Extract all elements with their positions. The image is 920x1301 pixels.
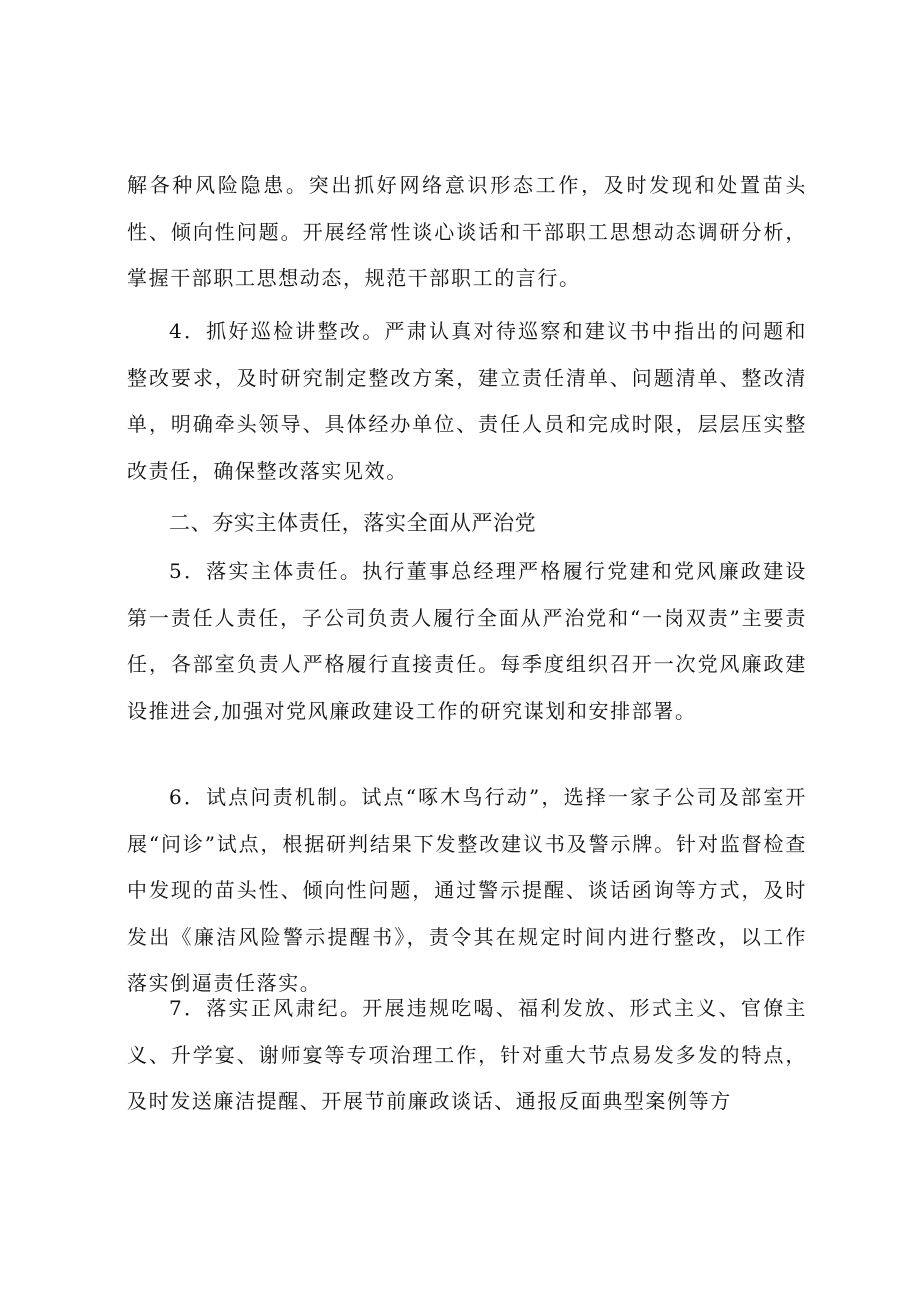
paragraph-7-discipline: 7．落实正风肃纪。开展违规吃喝、福利发放、形式主义、官僚主义、升学宴、谢师宴等专项治理工作，针对重大节点易发多发的特点，及时发送廉洁提醒、开展节前廉政谈话、通报反面典型案例等方 (127, 996, 807, 1113)
section-heading-2: 二、夯实主体责任，落实全面从严治党 (169, 511, 537, 535)
paragraph-6-accountability-pilot: 6．试点问责机制。试点“啄木鸟行动”，选择一家子公司及部室开展“问诊”试点，根据研判结果下发整改建议书及警示牌。针对监督检查中发现的苗头性、倾向性问题，通过警示提醒、谈话函询等方式，及时发出《廉洁风险警示提醒书》，责令其在规定时间内进行整改，以工作落实倒逼责任落实。 (127, 785, 807, 995)
paragraph-4-rectification: 4．抓好巡检讲整改。严肃认真对待巡察和建议书中指出的问题和整改要求，及时研究制定整改方案，建立责任清单、问题清单、整改清单，明确牵头领导、具体经办单位、责任人员和完成时限，层层压实整改责任，确保整改落实见效。 (127, 319, 807, 483)
paragraph-5-main-responsibility: 5．落实主体责任。执行董事总经理严格履行党建和党风廉政建设第一责任人责任，子公司负责人履行全面从严治党和“一岗双责”主要责任，各部室负责人严格履行直接责任。每季度组织召开一次党风廉政建设推进会,加强对党风廉政建设工作的研究谋划和安排部署。 (127, 559, 807, 723)
paragraph-continuation: 解各种风险隐患。突出抓好网络意识形态工作，及时发现和处置苗头性、倾向性问题。开展经常性谈心谈话和干部职工思想动态调研分析，掌握干部职工思想动态，规范干部职工的言行。 (127, 173, 807, 290)
